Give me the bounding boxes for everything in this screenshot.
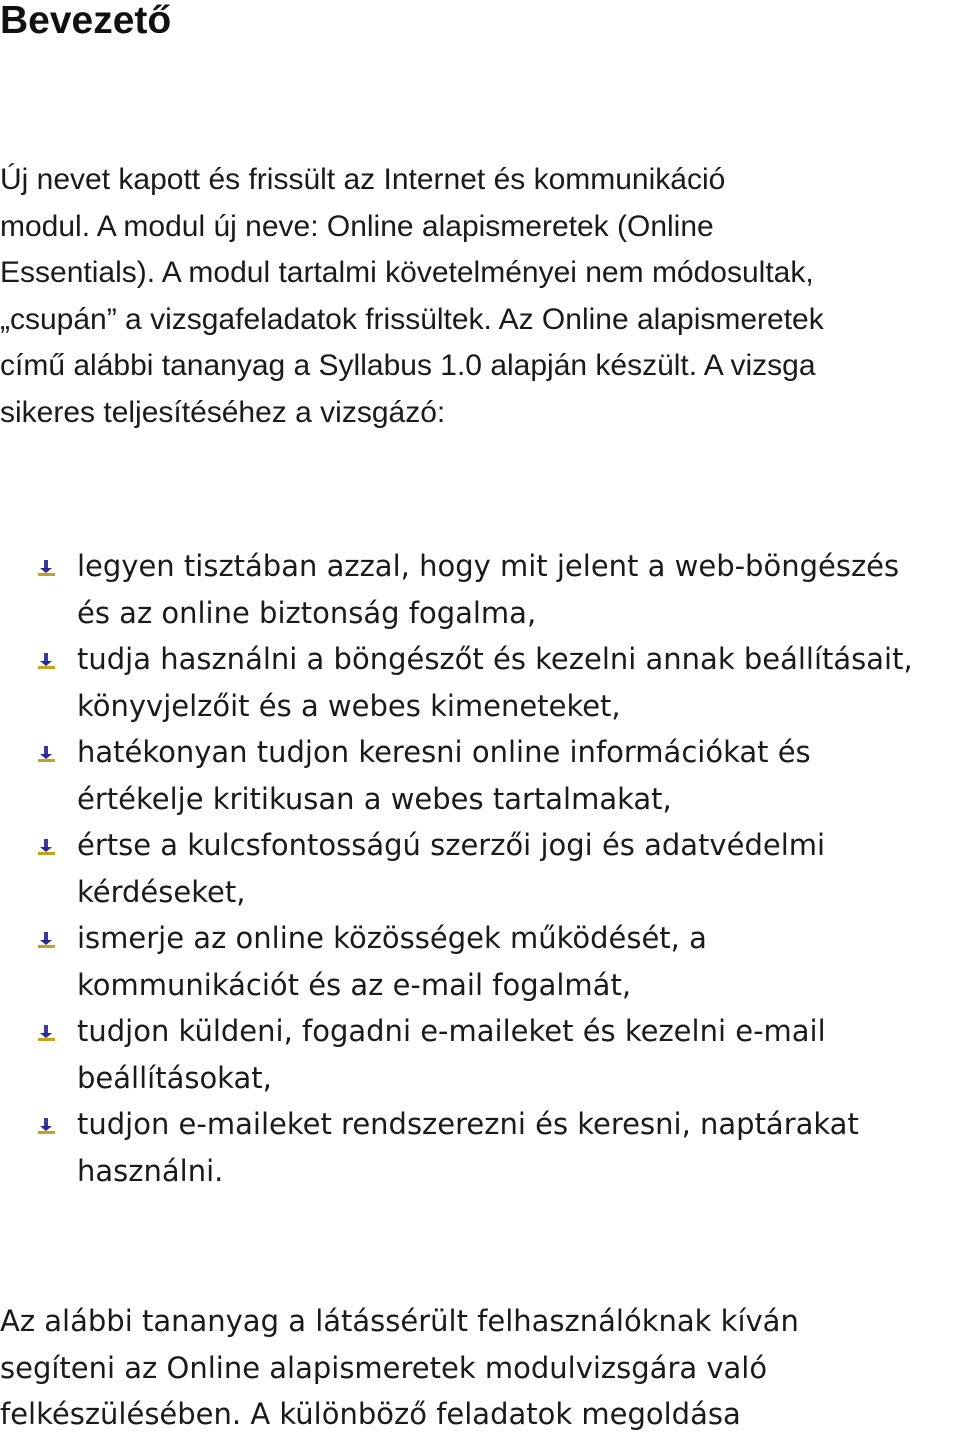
list-item-line: használni. [77, 1153, 224, 1188]
list-item [0, 822, 958, 915]
page-title: Bevezető [0, 0, 172, 42]
intro-line: „csupán” a vizsgafeladatok frissültek. Az Online alapismeretek [0, 302, 824, 336]
list-item-line: beállításokat, [77, 1060, 272, 1095]
closing-line: Az alábbi tananyag a látássérült felhasználóknak kíván [0, 1304, 799, 1338]
list-item [0, 729, 958, 822]
closing-line: felkészülésében. A különböző feladatok megoldása [0, 1397, 741, 1431]
intro-line: című alábbi tananyag a Syllabus 1.0 alapján készült. A vizsga [0, 349, 816, 382]
list-item-line: legyen tisztában azzal, hogy mit jelent a web-böngészés [77, 549, 900, 583]
list-item-line: kérdéseket, [77, 874, 246, 909]
requirements-list [0, 543, 958, 1194]
intro-line: Új nevet kapott és frissült az Internet és kommunikáció [0, 163, 726, 196]
list-item [0, 543, 958, 636]
arrow-bullet-icon [38, 746, 55, 763]
list-item-line: hatékonyan tudjon keresni online információkat és [77, 735, 811, 769]
closing-paragraph [0, 1298, 958, 1438]
arrow-bullet-icon [38, 653, 55, 670]
list-item-line: tudjon küldeni, fogadni e-maileket és kezelni e-mail [77, 1014, 826, 1048]
list-item-line: tudjon e-maileket rendszerezni és keresni, naptárakat [77, 1107, 859, 1141]
list-item-line: könyvjelzőit és a webes kimeneteket, [77, 688, 621, 723]
list-item [0, 636, 958, 729]
intro-line: modul. A modul új neve: Online alapismeretek (Online [0, 209, 714, 243]
list-item [0, 915, 958, 1008]
list-item-line: tudja használni a böngészőt és kezelni annak beállításait, [77, 642, 913, 676]
list-item [0, 1101, 958, 1194]
list-item-line: értékelje kritikusan a webes tartalmakat, [77, 781, 672, 816]
arrow-bullet-icon [38, 1118, 55, 1135]
list-item-line: értse a kulcsfontosságú szerzői jogi és adatvédelmi [77, 828, 826, 862]
list-item [0, 1008, 958, 1101]
intro-line: sikeres teljesítéséhez a vizsgázó: [0, 395, 446, 429]
intro-line: Essentials). A modul tartalmi követelményei nem módosultak, [0, 256, 814, 289]
arrow-bullet-icon [38, 560, 55, 577]
list-item-line: kommunikációt és az e-mail fogalmát, [77, 967, 632, 1002]
list-item-line: és az online biztonság fogalma, [77, 595, 537, 630]
arrow-bullet-icon [38, 1025, 55, 1042]
arrow-bullet-icon [38, 932, 55, 949]
closing-line: segíteni az Online alapismeretek modulvizsgára való [0, 1350, 768, 1385]
intro-paragraph [0, 157, 958, 436]
list-item-line: ismerje az online közösségek működését, a [77, 921, 707, 955]
arrow-bullet-icon [38, 839, 55, 856]
